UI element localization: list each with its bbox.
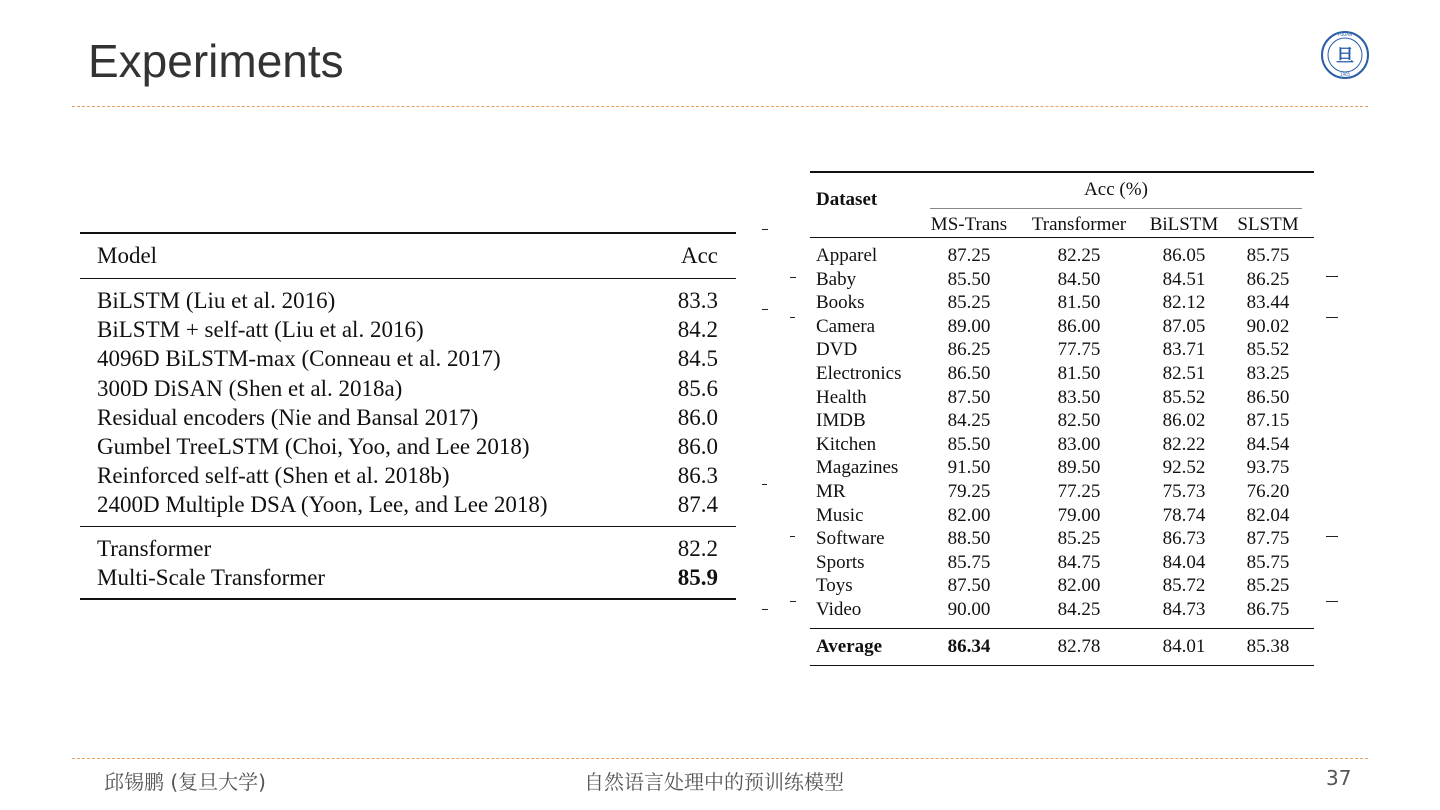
accuracy-value: 82.51 bbox=[1162, 362, 1206, 384]
spacer-cell bbox=[810, 213, 926, 237]
accuracy-value: 87.50 bbox=[947, 575, 991, 597]
accuracy-value: 84.75 bbox=[1057, 551, 1101, 573]
accuracy-value: 83.44 bbox=[1246, 292, 1290, 314]
model-name: Multi-Scale Transformer bbox=[97, 564, 326, 590]
average-value: 84.01 bbox=[1162, 635, 1206, 657]
accuracy-value: 84.51 bbox=[1162, 268, 1206, 290]
page-number: 37 bbox=[1326, 766, 1352, 790]
accuracy-value: 82.00 bbox=[947, 504, 991, 526]
accuracy-value: 86.50 bbox=[1246, 386, 1290, 408]
accuracy-value: 86.75 bbox=[1246, 598, 1290, 620]
acc-value: 87.4 bbox=[677, 492, 718, 518]
accuracy-value: 84.54 bbox=[1246, 433, 1290, 455]
accuracy-value: 90.02 bbox=[1246, 315, 1290, 337]
table-row bbox=[80, 374, 736, 403]
acc-value: 85.9 bbox=[677, 564, 718, 590]
model-name: BiLSTM + self-att (Liu et al. 2016) bbox=[97, 317, 424, 343]
accuracy-value: 82.12 bbox=[1162, 292, 1206, 314]
accuracy-value: 79.00 bbox=[1057, 504, 1101, 526]
table-row bbox=[80, 344, 736, 373]
svg-text:FUDAN: FUDAN bbox=[1338, 32, 1352, 37]
dataset-name: Music bbox=[816, 504, 864, 526]
accuracy-value: 86.50 bbox=[947, 362, 991, 384]
table-row bbox=[80, 403, 736, 432]
dataset-name: Baby bbox=[816, 268, 857, 290]
acc-value: 85.6 bbox=[677, 375, 718, 401]
accuracy-value: 81.50 bbox=[1057, 362, 1101, 384]
accuracy-value: 85.75 bbox=[1246, 551, 1290, 573]
accuracy-value: 81.50 bbox=[1057, 292, 1101, 314]
accuracy-value: 87.50 bbox=[947, 386, 991, 408]
table-row bbox=[80, 490, 736, 519]
accuracy-value: 82.50 bbox=[1057, 410, 1101, 432]
dataset-name: Electronics bbox=[816, 362, 902, 384]
accuracy-value: 75.73 bbox=[1162, 480, 1206, 502]
slide-title: Experiments bbox=[88, 35, 344, 87]
accuracy-value: 90.00 bbox=[947, 598, 991, 620]
average-label: Average bbox=[816, 635, 883, 657]
footer-course-title: 自然语言处理中的预训练模型 bbox=[584, 770, 844, 794]
accuracy-value: 85.75 bbox=[1246, 245, 1290, 266]
model-name: Transformer bbox=[97, 535, 212, 561]
column-header: MS-Trans bbox=[930, 214, 1008, 235]
table-header-row bbox=[80, 234, 736, 278]
footer-author: 邱锡鹏 (复旦大学) bbox=[104, 770, 266, 794]
university-logo bbox=[1320, 20, 1370, 90]
accuracy-value: 84.73 bbox=[1162, 598, 1206, 620]
accuracy-value: 87.25 bbox=[947, 245, 991, 266]
column-header: SLSTM bbox=[1237, 214, 1299, 235]
table-row bbox=[80, 563, 736, 592]
accuracy-value: 85.72 bbox=[1162, 575, 1206, 597]
accuracy-value: 85.25 bbox=[947, 292, 991, 314]
model-name: Gumbel TreeLSTM (Choi, Yoo, and Lee 2018) bbox=[97, 433, 530, 459]
header-divider bbox=[72, 106, 1368, 107]
acc-value: 84.5 bbox=[677, 346, 718, 372]
table-row bbox=[80, 286, 736, 315]
model-name: BiLSTM (Liu et al. 2016) bbox=[97, 288, 336, 313]
dataset-name: DVD bbox=[816, 339, 858, 361]
accuracy-value: 76.20 bbox=[1246, 480, 1290, 502]
accuracy-value: 77.25 bbox=[1057, 480, 1101, 502]
accuracy-value: 83.50 bbox=[1057, 386, 1101, 408]
accuracy-value: 87.15 bbox=[1246, 410, 1290, 432]
accuracy-value: 85.25 bbox=[1246, 575, 1290, 597]
column-header: BiLSTM bbox=[1149, 214, 1219, 235]
accuracy-value: 89.00 bbox=[947, 315, 991, 337]
accuracy-value: 82.22 bbox=[1162, 433, 1206, 455]
table-row bbox=[80, 461, 736, 490]
accuracy-value: 78.74 bbox=[1162, 504, 1206, 526]
dataset-name: Sports bbox=[816, 551, 865, 573]
model-name: 4096D BiLSTM-max (Conneau et al. 2017) bbox=[97, 346, 501, 372]
accuracy-value: 87.05 bbox=[1162, 315, 1206, 337]
accuracy-value: 85.50 bbox=[947, 268, 991, 290]
acc-value: 84.2 bbox=[677, 317, 718, 343]
dataset-header: Dataset bbox=[816, 189, 878, 210]
dataset-name: Health bbox=[816, 386, 867, 408]
dataset-name: Video bbox=[816, 598, 862, 620]
accuracy-value: 84.25 bbox=[947, 410, 991, 432]
accuracy-value: 79.25 bbox=[947, 480, 991, 502]
accuracy-value: 85.52 bbox=[1162, 386, 1206, 408]
acc-value: 86.0 bbox=[677, 433, 718, 459]
model-name: Reinforced self-att (Shen et al. 2018b) bbox=[97, 463, 450, 489]
average-value: 86.34 bbox=[947, 635, 991, 657]
footer-divider bbox=[72, 758, 1368, 759]
accuracy-value: 92.52 bbox=[1162, 457, 1206, 479]
model-name: Residual encoders (Nie and Bansal 2017) bbox=[97, 404, 479, 430]
accuracy-value: 85.52 bbox=[1246, 339, 1290, 361]
accuracy-value: 82.25 bbox=[1057, 245, 1101, 266]
accuracy-value: 86.25 bbox=[947, 339, 991, 361]
column-header: Transformer bbox=[1031, 214, 1127, 235]
dataset-name: IMDB bbox=[816, 410, 866, 432]
dataset-name: Magazines bbox=[816, 457, 899, 479]
accuracy-value: 84.25 bbox=[1057, 598, 1101, 620]
accuracy-value: 89.50 bbox=[1057, 457, 1101, 479]
acc-value: 86.0 bbox=[677, 404, 718, 430]
accuracy-value: 91.50 bbox=[947, 457, 991, 479]
accuracy-value: 86.02 bbox=[1162, 410, 1206, 432]
table-row bbox=[80, 534, 736, 563]
accuracy-value: 86.00 bbox=[1057, 315, 1101, 337]
dataset-name: Software bbox=[816, 528, 885, 550]
accuracy-value: 88.50 bbox=[947, 528, 991, 550]
model-name: 2400D Multiple DSA (Yoon, Lee, and Lee 2018) bbox=[97, 492, 548, 518]
acc-percent-header: Acc (%) bbox=[1084, 179, 1148, 200]
accuracy-value: 77.75 bbox=[1057, 339, 1101, 361]
model-comparison-table bbox=[80, 232, 736, 600]
accuracy-value: 87.75 bbox=[1246, 528, 1290, 550]
average-value: 85.38 bbox=[1246, 635, 1290, 657]
accuracy-value: 93.75 bbox=[1246, 457, 1290, 479]
model-name: 300D DiSAN (Shen et al. 2018a) bbox=[97, 375, 403, 401]
accuracy-value: 84.50 bbox=[1057, 268, 1101, 290]
accuracy-value: 82.00 bbox=[1057, 575, 1101, 597]
accuracy-value: 85.75 bbox=[947, 551, 991, 573]
dataset-name: Camera bbox=[816, 315, 876, 337]
dataset-name: Kitchen bbox=[816, 433, 877, 455]
accuracy-value: 85.25 bbox=[1057, 528, 1101, 550]
accuracy-value: 83.25 bbox=[1246, 362, 1290, 384]
acc-value: 82.2 bbox=[677, 535, 718, 561]
accuracy-value: 85.50 bbox=[947, 433, 991, 455]
average-value: 82.78 bbox=[1057, 635, 1101, 657]
accuracy-value: 86.05 bbox=[1162, 245, 1206, 266]
accuracy-value: 82.04 bbox=[1246, 504, 1290, 526]
acc-value: 86.3 bbox=[677, 463, 718, 489]
accuracy-value: 83.71 bbox=[1162, 339, 1206, 361]
accuracy-value: 84.04 bbox=[1162, 551, 1206, 573]
dataset-name: Books bbox=[816, 292, 865, 314]
svg-text:1905: 1905 bbox=[1339, 72, 1351, 77]
svg-text:旦: 旦 bbox=[1336, 46, 1354, 67]
acc-value: 83.3 bbox=[677, 288, 718, 313]
dataset-name: Apparel bbox=[816, 245, 878, 266]
dataset-accuracy-table bbox=[810, 171, 1314, 666]
accuracy-value: 86.25 bbox=[1246, 268, 1290, 290]
model-header: Model bbox=[97, 243, 158, 268]
acc-header: Acc bbox=[680, 243, 718, 268]
table-row bbox=[80, 315, 736, 344]
accuracy-value: 86.73 bbox=[1162, 528, 1206, 550]
accuracy-value: 83.00 bbox=[1057, 433, 1101, 455]
dataset-name: Toys bbox=[816, 575, 853, 597]
table-row bbox=[80, 432, 736, 461]
dataset-name: MR bbox=[816, 480, 846, 502]
